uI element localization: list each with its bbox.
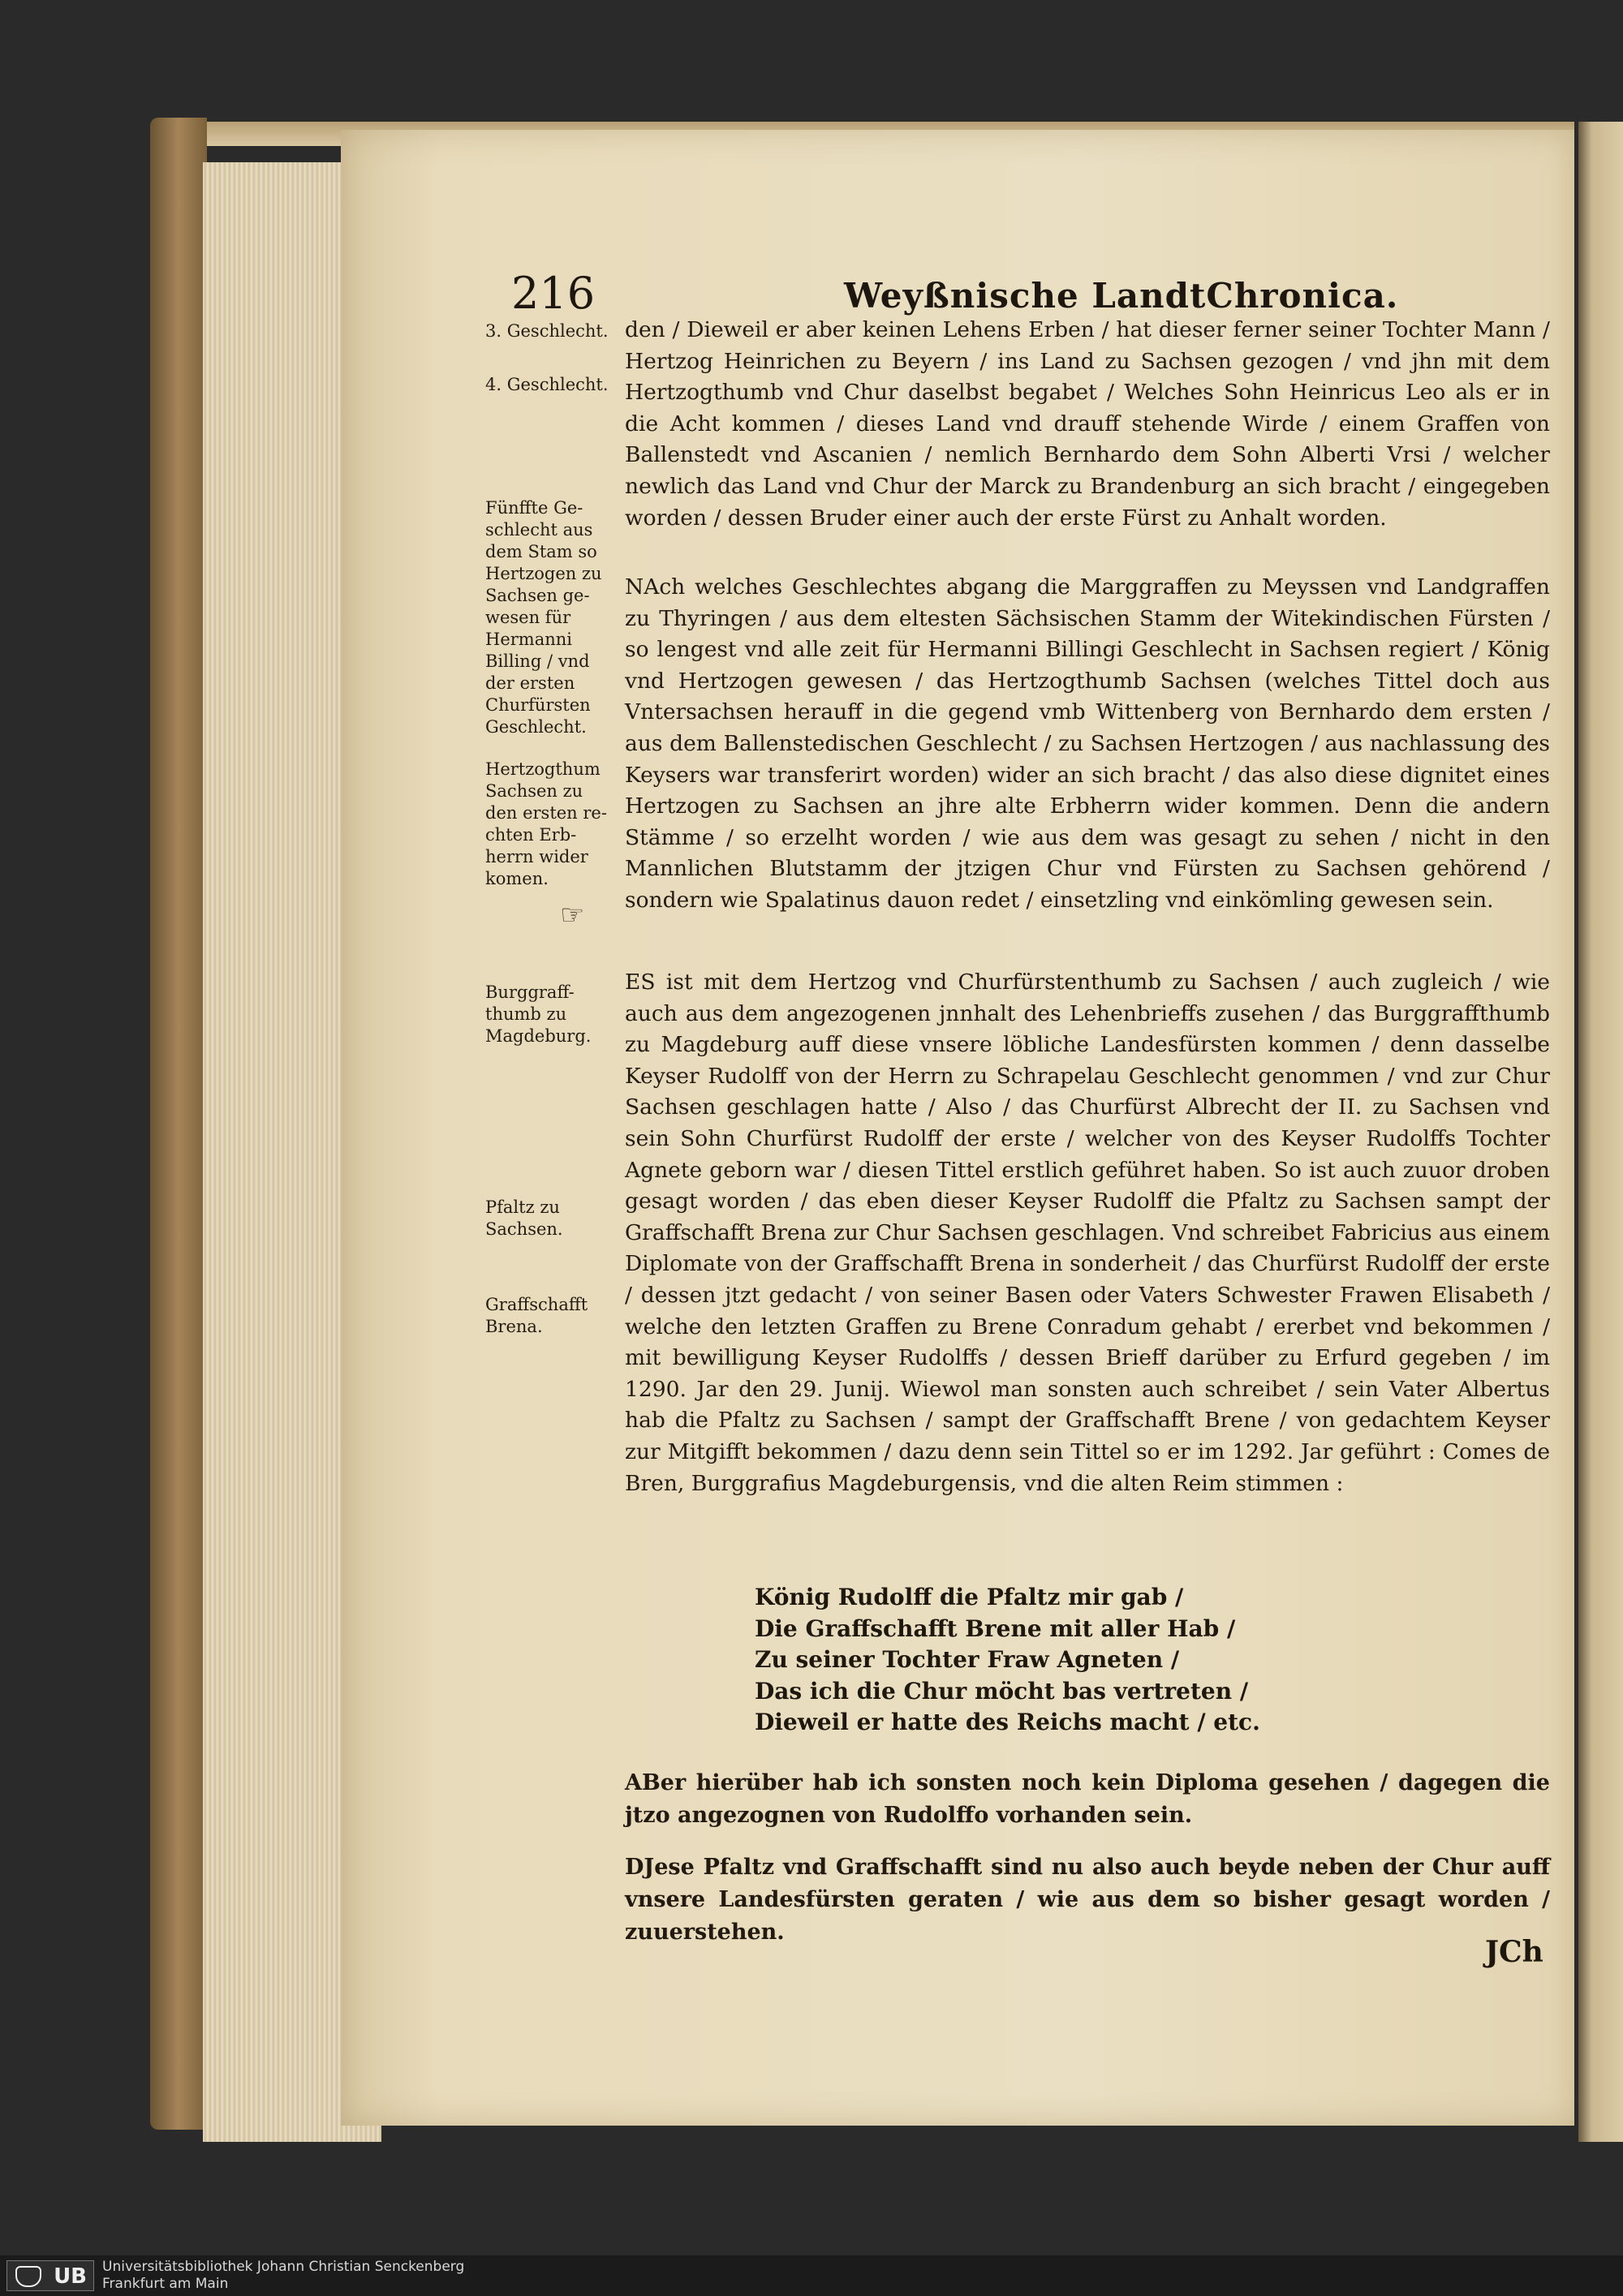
running-title: Weyßnische LandtChronica. [844,276,1399,316]
margin-note: Pfaltz zu Sachsen. [485,1197,563,1239]
library-footer [0,2255,1623,2296]
footer-line-1: Universitätsbibliothek Johann Christian Senckenberg [102,2259,465,2275]
margin-note: 4. Geschlecht. [485,375,609,394]
paragraph-5 [625,1851,1550,1949]
book-cover-edge [150,118,207,2130]
paragraph-text: den / Dieweil er aber keinen Lehens Erben / hat dieser ferner seiner Tochter Mann / Hertzog Heinrichen zu Beyern / ins Land zu Sachsen gezogen / vnd jhn mit dem Hertzogthumb vnd Chur daselbst begabet / Welches Sohn Heinricus Leo als er in die Acht kommen / dieses Land vnd drauff stehende Wirde / einem Graffen von Ballenstedt vnd Ascanien / nemlich Bernhardo dem Sohn Alberti Vrsi / welcher newlich das Land vnd Chur der Marck zu Brandenburg an sich bracht / eingegeben worden / dessen Bruder einer auch der erste Fürst zu Anhalt worden. [625,317,1550,531]
ub-logo-icon [15,2266,41,2287]
footer-credit [102,2259,464,2293]
margin-note: Fünffte Ge- schlecht aus dem Stam so Hertzogen zu Sachsen ge- wesen für Hermanni Billing / vnd der ersten Churfürsten Geschlecht. [485,498,602,737]
verse-line: Dieweil er hatte des Reichs macht / etc. [755,1709,1260,1735]
paragraph-text: ABer hierüber hab ich sonsten noch kein Diploma gesehen / dagegen die jtzo angezognen von Rudolffo vorhanden sein. [625,1770,1550,1828]
page-number: 216 [511,268,596,319]
ub-logo[interactable] [6,2260,94,2291]
margin-note: Hertzogthum Sachsen zu den ersten re- chten Erb- herrn wider komen. [485,759,607,888]
manicule-icon: ☞ [560,899,585,931]
verse-line: Zu seiner Tochter Fraw Agneten / [755,1646,1180,1673]
margin-note: Burggraff- thumb zu Magdeburg. [485,982,592,1046]
ub-logo-text: UB [54,2264,87,2289]
verse-line: Das ich die Chur möcht bas vertreten / [755,1677,1249,1705]
catchword: JCh [1485,1935,1543,1969]
paragraph-text: NAch welches Geschlechtes abgang die Marggraffen zu Meyssen vnd Landgraffen zu Thyringen / aus dem eltesten Sächsischen Stamm der Witekindischen Fürsten / so lengest vnd alle zeit für Hermanni Billingi Geschlecht in Sachsen regiert / König vnd Hertzogen gewesen / das Hertzogthumb Sachsen (welches Tittel doch aus Vntersachsen herauff in die gegend vmb Wittenberg von Bernhardo dem ersten / aus dem Ballenstedischen Geschlecht / zu Sachsen Hertzogen / aus nachlassung des Keysers war transferirt worden) wider an sich bracht / das also diese dignitet eines Hertzogen zu Sachsen an jhre alte Erbherrn wider kommen. Denn die andern Stämme / so erzelht worden / wie aus dem was gesagt zu sehen / nicht in den Mannlichen Blutstamm der jtzigen Chur vnd Fürsten zu Sachsen gehörend / sondern wie Spalatinus dauon redet / einsetzling vnd einkömling gewesen sein. [625,574,1550,913]
verse-line: König Rudolff die Pfaltz mir gab / [755,1584,1184,1610]
paragraph-2 [625,572,1550,917]
footer-line-2: Frankfurt am Main [102,2276,229,2292]
paragraph-4 [625,1767,1550,1832]
verse-block [755,1582,1404,1739]
paragraph-text: DJese Pfaltz vnd Graffschafft sind nu also auch beyde neben der Chur auff vnsere Landesfürsten geraten / wie aus dem so bisher gesagt worden / zuuerstehen. [625,1855,1550,1945]
facing-page-edge [1578,122,1623,2142]
margin-note: Graffschafft Brena. [485,1295,588,1336]
margin-note: 3. Geschlecht. [485,321,609,341]
verse-line: Die Graffschafft Brene mit aller Hab / [755,1615,1236,1642]
paragraph-text: ES ist mit dem Hertzog vnd Churfürstenthumb zu Sachsen / auch zugleich / wie auch aus dem angezogenen jnnhalt des Lehenbrieffs zusehen / das Burggraffthumb zu Magdeburg auff diese vnsere löbliche Landesfürsten kommen / denn dasselbe Keyser Rudolff von der Herrn zu Schrapelau Geschlecht genommen / vnd zur Chur Sachsen geschlagen hatte / Also / das Churfürst Albrecht der II. zu Sachsen vnd sein Sohn Churfürst Rudolff der erste / welcher von des Keyser Rudolffs Tochter Agnete geborn war / diesen Tittel erstlich geführet haben. So ist auch zuuor droben gesagt worden / das eben dieser Keyser Rudolff die Pfaltz zu Sachsen sampt der Graffschafft Brena zur Chur Sachsen geschlagen. Vnd schreibet Fabricius aus einem Diplomate von der Graffschafft Brena in sonderheit / das Churfürst Rudolff der erste / dessen jtzt gedacht / von seiner Basen oder Vaters Schwester Frawen Elisabeth / welche den letzten Graffen zu Brene Conradum gehabt / ererbet vnd bekommen / mit bewilligung Keyser Rudolffs / dessen Brieff darüber zu Erfurd gegeben / im 1290. Jar den 29. Junij. Wiewol man sonsten auch schreibet / sein Vater Albertus hab die Pfaltz zu Sachsen / sampt der Graffschafft Brene / von gedachtem Keyser zur Mitgifft bekommen / dazu denn sein Tittel so er im 1292. Jar geführt : Comes de Bren, Burggrafius Magdeburgensis, vnd die alten Reim stimmen : [625,970,1550,1496]
paragraph-3 [625,967,1550,1499]
paragraph-1 [625,315,1550,534]
